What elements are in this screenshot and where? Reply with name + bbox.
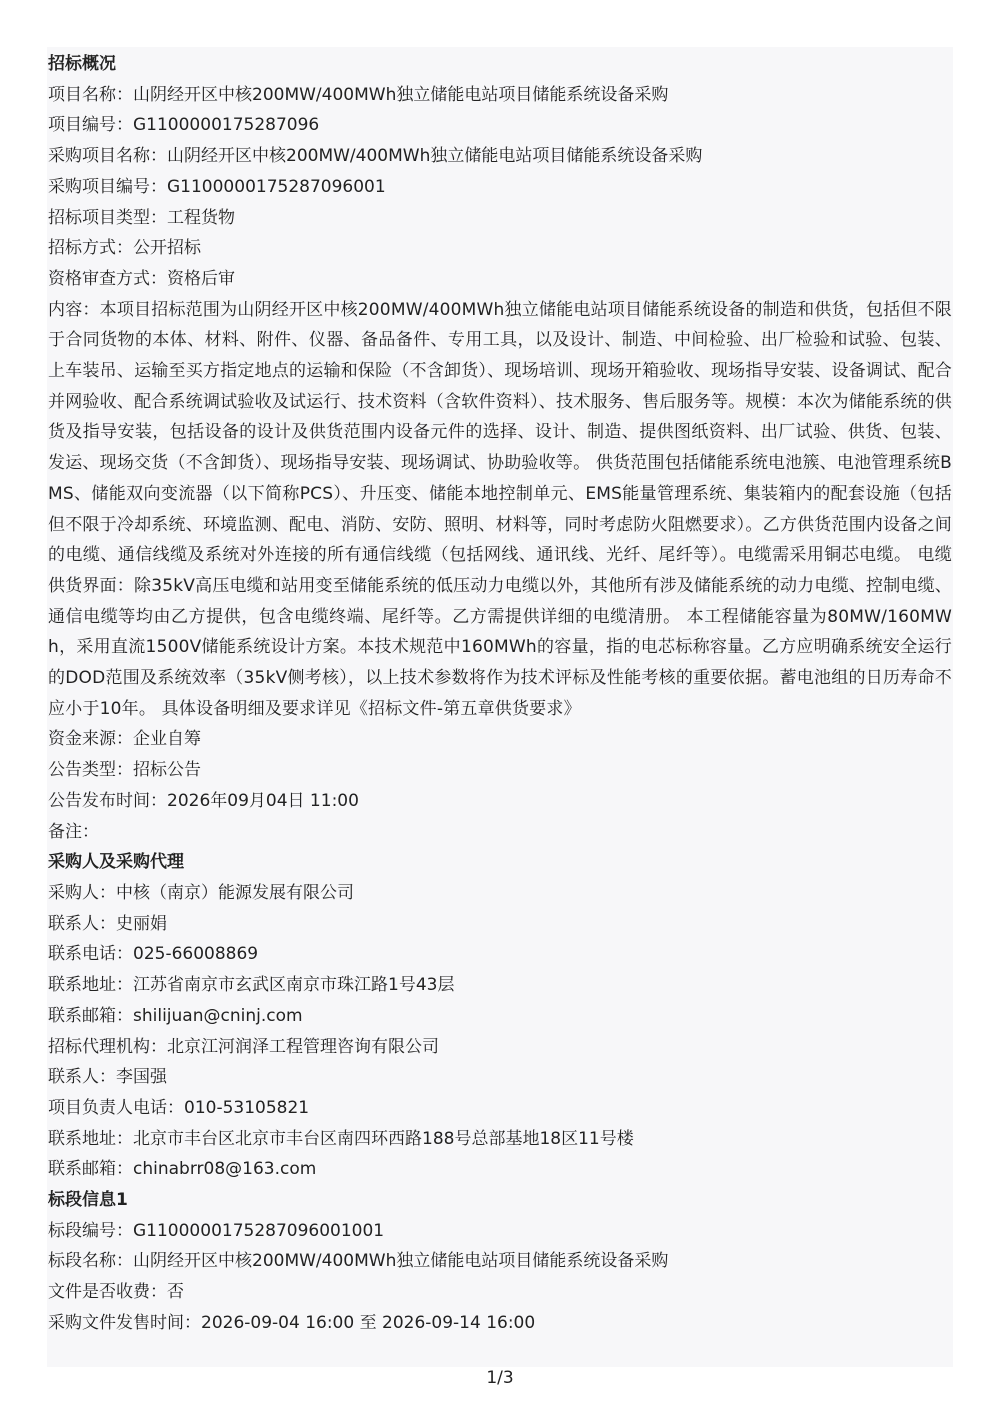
document-content [47,47,953,1367]
agency-email: 联系邮箱：chinabrr08@163.com [48,1159,317,1180]
purchaser-address: 联系地址：江苏省南京市玄武区南京市珠江路1号43层 [48,975,455,996]
remark: 备注： [48,821,99,842]
project-number: 项目编号：G1100000175287096 [48,115,320,136]
purchaser-email: 联系邮箱：shilijuan@cninj.com [48,1005,303,1026]
lot-number: 标段编号：G1100000175287096001001 [48,1220,385,1241]
document-fee: 文件是否收费：否 [48,1282,184,1303]
agency-name: 招标代理机构：北京江河润泽工程管理咨询有限公司 [48,1036,439,1057]
purchaser-contact: 联系人：史丽娟 [48,913,167,934]
purchaser-name: 采购人：中核（南京）能源发展有限公司 [48,882,354,903]
agency-address: 联系地址：北京市丰台区北京市丰台区南四环西路188号总部基地18区11号楼 [48,1128,634,1149]
document-sale-time: 采购文件发售时间：2026-09-04 16:00 至 2026-09-14 16:00 [48,1312,536,1333]
content-paragraph: 内容：本项目招标范围为山阴经开区中核200MW/400MWh独立储能电站项目储能系统设备的制造和供货，包括但不限于合同货物的本体、材料、附件、仪器、备品备件、专用工具，以及设计、制造、中间检验、出厂检验和试验、包装、上车装吊、运输至买方指定地点的运输和保险（不含卸货）、现场培训、现场开箱验收、现场指导安装、设备调试、配合并网验收、配合系统调试验收及试运行、技术资料（含软件资料）、技术服务、售后服务等。规模：本次为储能系统的供货及指导安装，包括设备的设计及供货范围内设备元件的选择、设计、制造、提供图纸资料、出厂试验、供货、包装、发运、现场交货（不含卸货）、现场指导安装、现场调试、协助验收等。 供货范围包括储能系统电池簇、电池管理系统BMS、储能双向变流器（以下简称PCS）、升压变、储能本地控制单元、EMS能量管理系统、集装箱内的配套设施（包括但不限于冷却系统、环境监测、配电、消防、安防、照明、材料等，同时考虑防火阻燃要求）。乙方供货范围内设备之间的电缆、通信线缆及系统对外连接的所有通信线缆（包括网线、通讯线、光纤、尾纤等）。电缆需采用铜芯电缆。 电缆供货界面：除35kV高压电缆和站用变至储能系统的低压动力电缆以外，其他所有涉及储能系统的动力电缆、控制电缆、通信电缆等均由乙方提供，包含电缆终端、尾纤等。乙方需提供详细的电缆清册。 本工程储能容量为80MW/160MWh，采用直流1500V储能系统设计方案。本技术规范中160MWh的容量，指的电芯标称容量。乙方应明确系统安全运行的DOD范围及系统效率（35kV侧考核），以上技术参数将作为技术评标及性能考核的重要依据。蓄电池组的日历寿命不应小于10年。 具体设备明细及要求详见《招标文件-第五章供货要求》 [48,299,952,719]
publish-time: 公告发布时间：2026年09月04日 11:00 [48,790,359,811]
purchaser-phone: 联系电话：025-66008869 [48,944,259,965]
project-name: 项目名称：山阴经开区中核200MW/400MWh独立储能电站项目储能系统设备采购 [48,84,669,105]
agency-phone: 项目负责人电话：010-53105821 [48,1097,310,1118]
page-number: 1/3 [486,1368,514,1388]
notice-type: 公告类型：招标公告 [48,760,201,781]
funding-source: 资金来源：企业自筹 [48,729,201,750]
section-heading-lot: 标段信息1 [48,1190,128,1211]
section-heading-overview: 招标概况 [48,54,116,74]
agency-contact: 联系人：李国强 [48,1067,167,1088]
tender-project-type: 招标项目类型：工程货物 [48,207,235,228]
purchase-project-name: 采购项目名称：山阴经开区中核200MW/400MWh独立储能电站项目储能系统设备采购 [48,146,703,167]
tender-method: 招标方式：公开招标 [48,238,201,259]
purchase-project-number: 采购项目编号：G1100000175287096001 [48,176,386,197]
lot-name: 标段名称：山阴经开区中核200MW/400MWh独立储能电站项目储能系统设备采购 [48,1251,669,1272]
section-heading-purchaser: 采购人及采购代理 [48,852,184,873]
qualification-review: 资格审查方式：资格后审 [48,268,235,289]
